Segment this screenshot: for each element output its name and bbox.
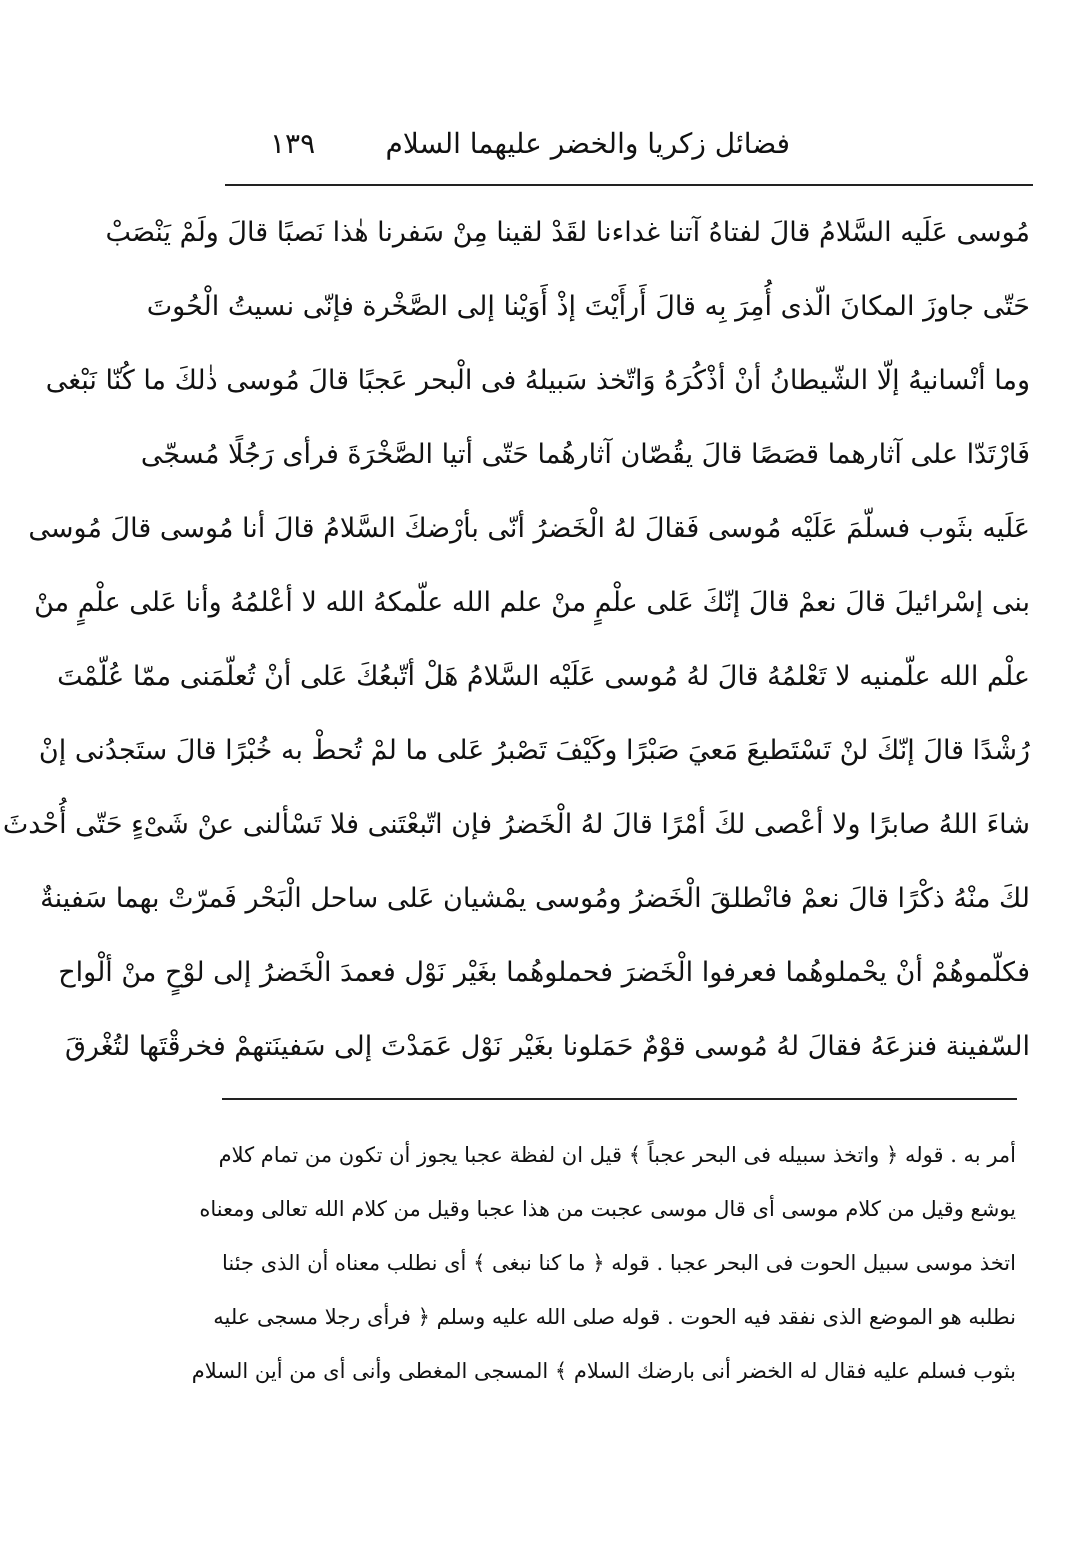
header-divider	[225, 184, 1033, 186]
footnote-line: بثوب فسلم عليه فقال له الخضر أنى بارضك السلام ﴾ المسجى المغطى وأنى أى من أين السلام	[191, 1359, 1016, 1383]
running-title: فضائل زكريا والخضر عليهما السلام	[385, 127, 790, 160]
text-line: عَلَيه بثَوب فسلّمَ عَلَيْه مُوسى فَقالَ لهُ الْخَضرُ أنّى بأرْضكَ السَّلامُ قالَ أنا مُوسى قالَ مُوسى	[28, 513, 1030, 544]
text-line: حَتّى جاوزَ المكانَ الّذى أُمِرَ بِه قالَ أَرأَيْتَ إذْ أَوَيْنا إلى الصَّخْرة فإنّى نسيتُ الْحُوتَ	[146, 291, 1030, 322]
text-line: فكلّموهُمْ أنْ يحْملوهُما فعرفوا الْخَضرَ فحملوهُما بغَيْر نَوْل فعمدَ الْخَضرُ إلى لوْحٍ منْ ألْواح	[58, 957, 1030, 988]
page-header	[270, 118, 790, 174]
main-text-block	[2, 196, 1030, 1084]
footnote-line: نطلبه هو الموضع الذى نفقد فيه الحوت . قوله صلى الله عليه وسلم ﴿ فرأى رجلا مسجى عليه	[213, 1305, 1016, 1329]
page-number: ١٣٩	[270, 127, 316, 160]
text-line: علْم الله علّمنيه لا تَعْلمُهُ قالَ لهُ مُوسى عَلَيْه السَّلامُ هَلْ أتّبعُكَ عَلى أنْ تُعلّمَنى ممّا عُلّمْتَ	[57, 661, 1030, 692]
text-line: رُشْدًا قالَ إنّكَ لنْ تَسْتَطيعَ مَعيَ صَبْرًا وكَيْفَ تَصْبرُ عَلى ما لمْ تُحطْ به خُبْرًا قالَ ستَجدُنى إنْ	[38, 735, 1030, 766]
text-line: مُوسى عَلَيه السَّلامُ قالَ لفتاهُ آتنا غداءنا لقَدْ لقينا مِنْ سَفرنا هٰذا نَصبًا قالَ ولَمْ يَنْصَبْ	[105, 217, 1030, 248]
text-line: وما أنْسانيهُ إلّا الشّيطانُ أنْ أذْكُرَهُ وَاتّخذ سَبيلهُ فى الْبحر عَجبًا قالَ مُوسى ذٰلكَ ما كُنّا نَبْغى	[45, 365, 1030, 396]
text-line: لكَ منْهُ ذكْرًا قالَ نعمْ فانْطلقَ الْخَضرُ ومُوسى يمْشيان عَلى ساحل الْبَحْر فَمرّتْ بهما سَفينةٌ	[40, 883, 1030, 914]
text-line: بنى إسْرائيلَ قالَ نعمْ قالَ إنّكَ عَلى علْمٍ منْ علم الله علّمكهُ الله لا أعْلمُهُ وأنا عَلى علْمٍ منْ	[34, 587, 1030, 618]
text-line: فَارْتَدّا على آثارهما قصَصًا قالَ يقُصّان آثارهُما حَتّى أتيا الصَّخْرَةَ فرأى رَجُلًا مُسجّى	[140, 439, 1030, 470]
footnotes-block	[191, 1128, 1016, 1398]
footnote-line: أمر به . قوله ﴿ واتخذ سبيله فى البحر عجباً ﴾ قيل ان لفظة عجبا يجوز أن تكون من تمام كلام	[218, 1143, 1016, 1167]
footnote-line: يوشع وقيل من كلام موسى أى قال موسى عجبت من هذا عجبا وقيل من كلام الله تعالى ومعناه	[199, 1197, 1016, 1221]
text-line: السّفينة فنزعَهُ فقالَ لهُ مُوسى قوْمٌ حَمَلونا بغَيْر نَوْل عَمَدْتَ إلى سَفينَتهمْ فخرقْتَها لتُغْرقَ	[64, 1031, 1030, 1062]
footnote-line: اتخذ موسى سبيل الحوت فى البحر عجبا . قوله ﴿ ما كنا نبغى ﴾ أى نطلب معناه أن الذى جئنا	[221, 1251, 1016, 1275]
footnote-divider	[222, 1098, 1017, 1100]
text-line: شاءَ اللهُ صابرًا ولا أعْصى لكَ أمْرًا قالَ لهُ الْخَضرُ فإن اتّبعْتَنى فلا تَسْألنى عنْ شَىْءٍ حَتّى أُحْدثَ	[2, 809, 1030, 840]
